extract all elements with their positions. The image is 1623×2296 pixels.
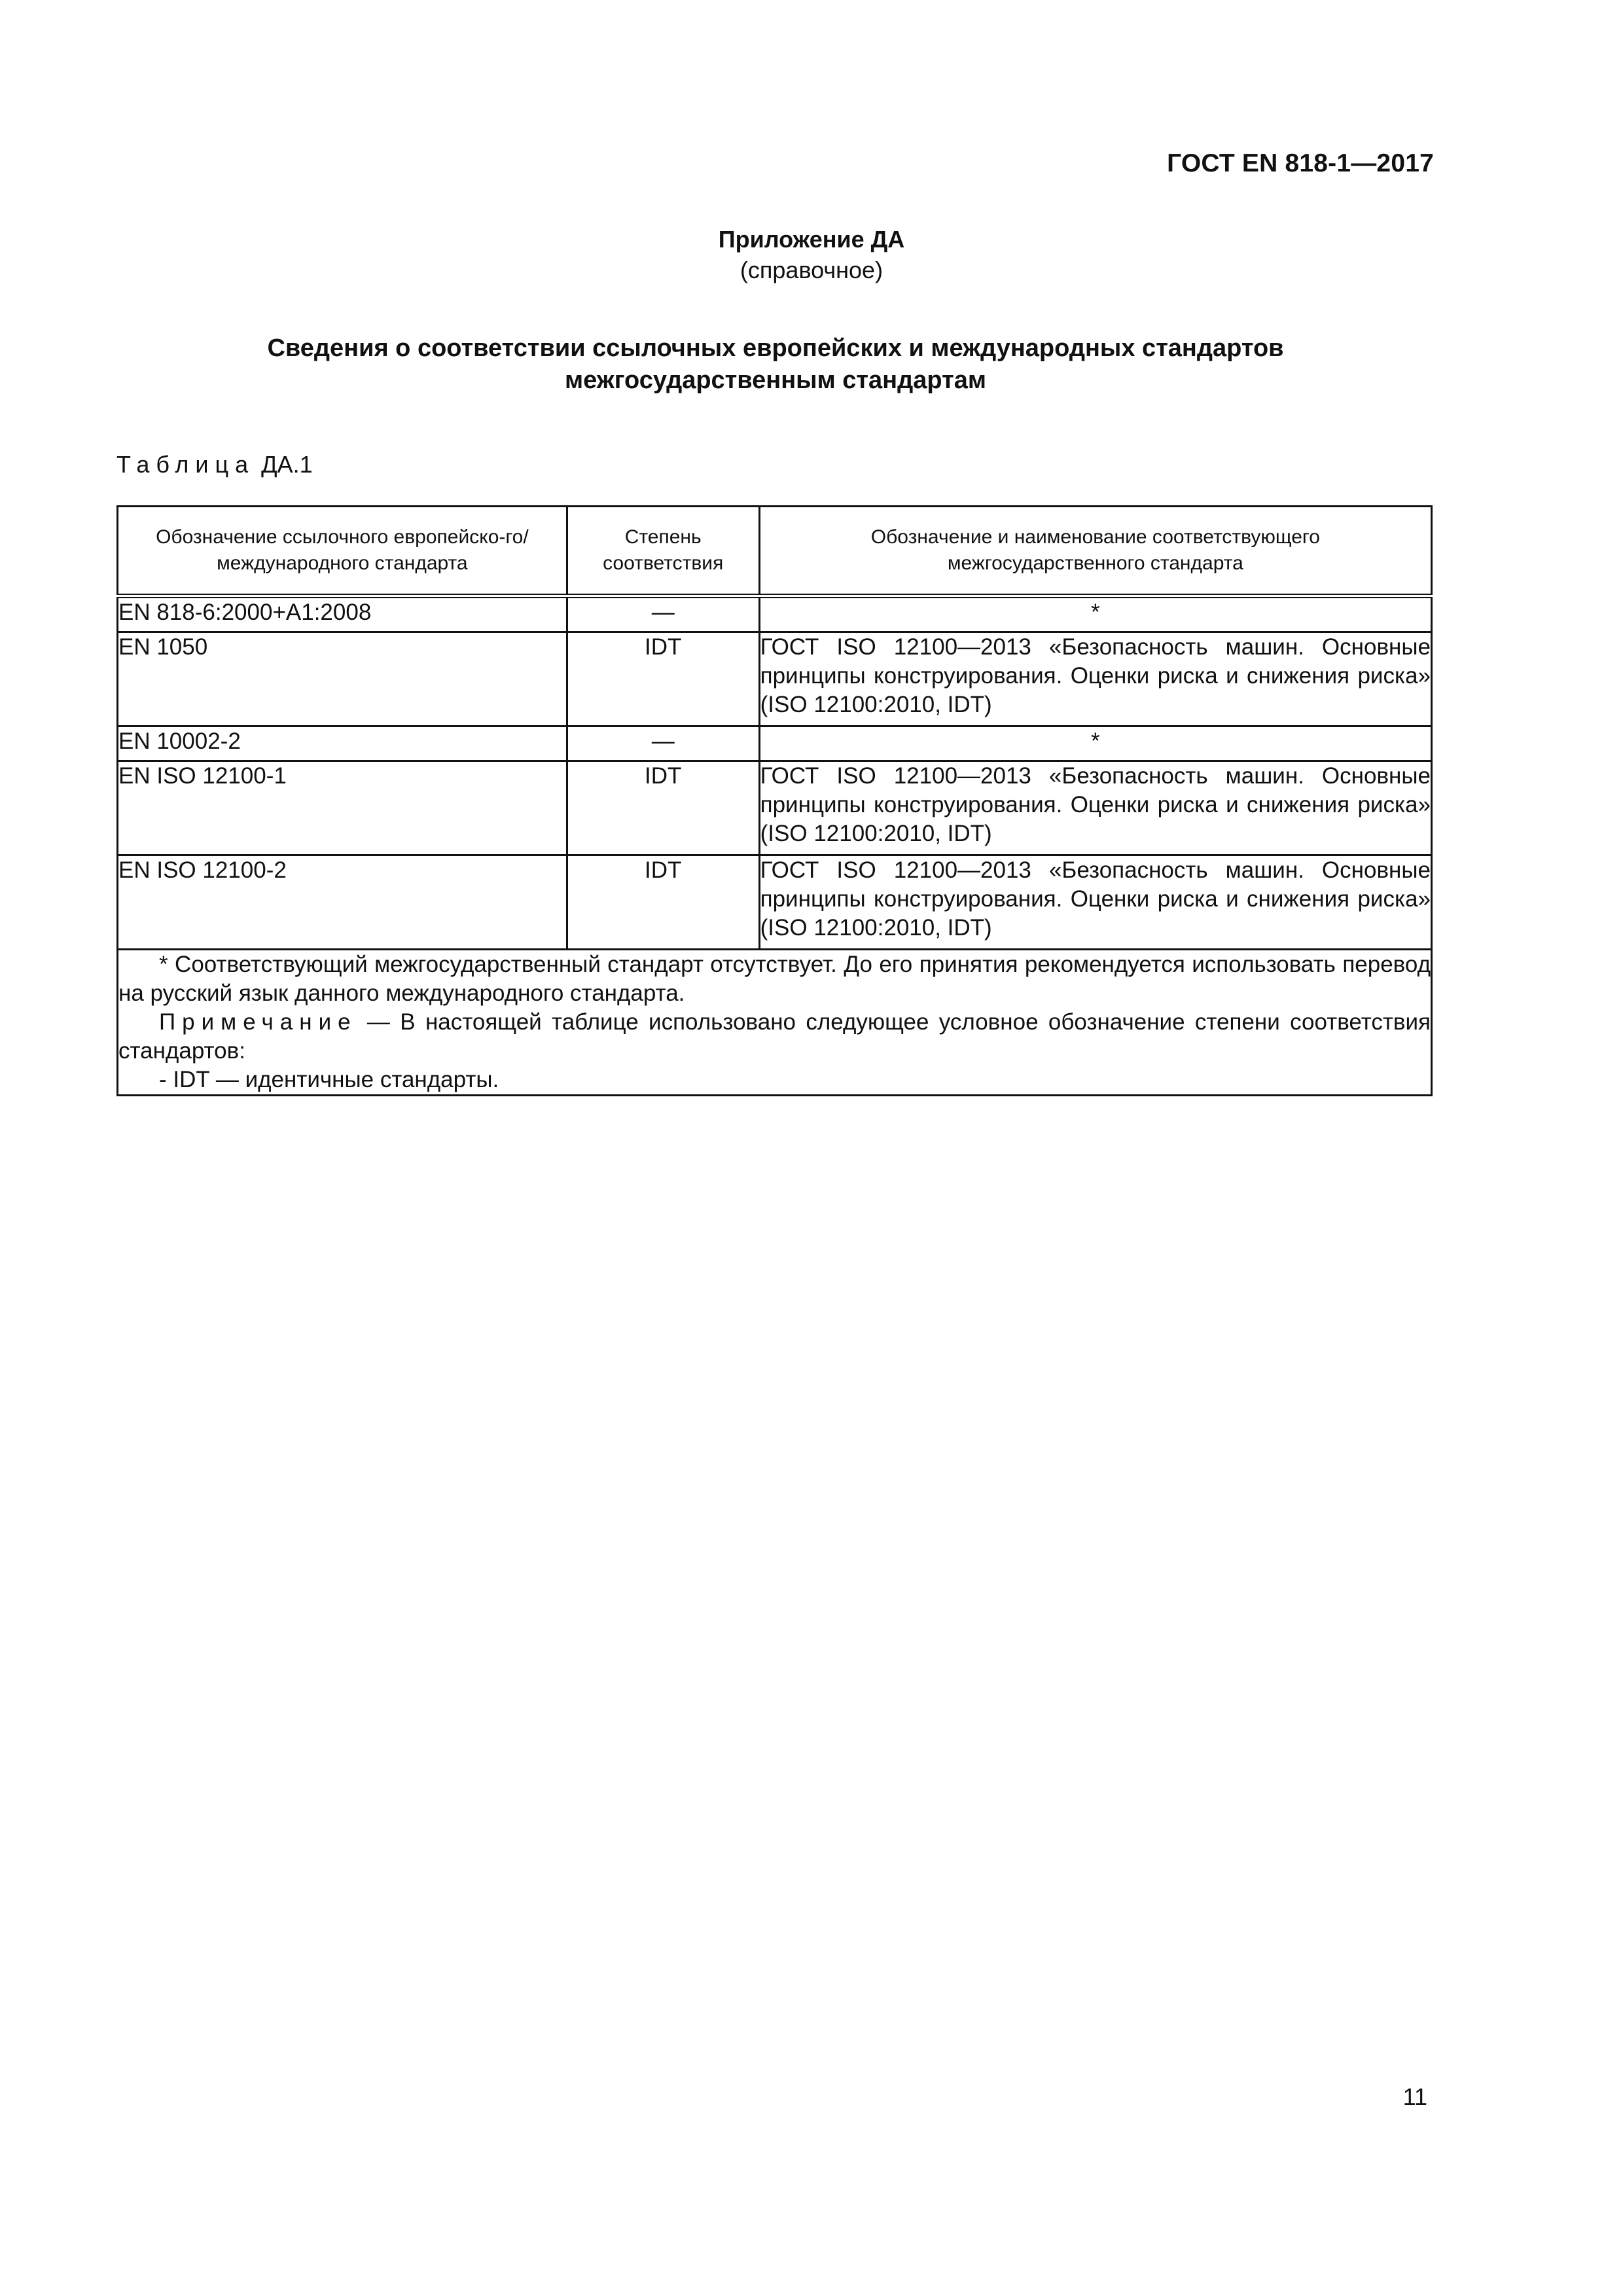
column-header-degree	[567, 507, 759, 596]
cell-reference: EN ISO 12100-2	[118, 855, 567, 950]
table-header-row	[118, 507, 1432, 596]
cell-standard: ГОСТ ISO 12100—2013 «Безопасность машин. Основные принципы конструирования. Оценки риска и снижения риска» (ISO 12100:2010, IDT)	[759, 761, 1431, 855]
table-row	[118, 632, 1432, 726]
cell-degree: —	[567, 726, 759, 761]
cell-degree: —	[567, 596, 759, 632]
note-label: Примечание	[159, 1009, 357, 1035]
table-caption-label: Таблица	[116, 451, 255, 478]
table-row	[118, 761, 1432, 855]
cell-degree: IDT	[567, 632, 759, 726]
cell-standard: *	[759, 726, 1431, 761]
cell-standard: ГОСТ ISO 12100—2013 «Безопасность машин. Основные принципы конструирования. Оценки риска и снижения риска» (ISO 12100:2010, IDT)	[759, 632, 1431, 726]
column-header-degree-text: Степень соответствия	[603, 526, 724, 574]
table-notes-row	[118, 950, 1432, 1096]
table-row	[118, 726, 1432, 761]
note-text: — В настоящей таблице использовано следующее условное обозначение степени соответствия стандартов:	[118, 1009, 1431, 1064]
appendix-subtitle: (справочное)	[740, 257, 883, 283]
table-row	[118, 855, 1432, 950]
cell-degree: IDT	[567, 855, 759, 950]
column-header-reference-text: Обозначение ссылочного европейско-го/международного стандарта	[156, 526, 529, 574]
cell-standard: *	[759, 596, 1431, 632]
table-footnote: * Соответствующий межгосударственный стандарт отсутствует. До его принятия рекомендуется использовать перевод на русский язык данного международного стандарта.	[118, 952, 1431, 1006]
column-header-reference	[118, 507, 567, 596]
correspondence-table	[116, 505, 1433, 1096]
document-code: ГОСТ EN 818-1—2017	[1167, 149, 1434, 177]
cell-reference: EN 818-6:2000+A1:2008	[118, 596, 567, 632]
cell-reference: EN ISO 12100-1	[118, 761, 567, 855]
section-heading-line-2: межгосударственным стандартам	[565, 367, 986, 394]
table-notes	[118, 950, 1432, 1096]
table-caption	[116, 451, 313, 478]
table-row	[118, 596, 1432, 632]
table-note	[118, 1008, 1431, 1066]
table-caption-number: ДА.1	[261, 451, 313, 478]
cell-standard: ГОСТ ISO 12100—2013 «Безопасность машин. Основные принципы конструирования. Оценки риска и снижения риска» (ISO 12100:2010, IDT)	[759, 855, 1431, 950]
cell-reference: EN 10002-2	[118, 726, 567, 761]
column-header-standard-text: Обозначение и наименование соответствующего межгосударственного стандарта	[870, 526, 1320, 574]
appendix-title: Приложение ДА	[718, 226, 905, 253]
section-heading-line-1: Сведения о соответствии ссылочных европейских и международных стандартов	[267, 334, 1284, 362]
note-item: - IDT — идентичные стандарты.	[159, 1067, 499, 1092]
section-heading	[118, 332, 1433, 397]
cell-reference: EN 1050	[118, 632, 567, 726]
page-number: 11	[1402, 2083, 1427, 2110]
column-header-standard	[759, 507, 1431, 596]
cell-degree: IDT	[567, 761, 759, 855]
